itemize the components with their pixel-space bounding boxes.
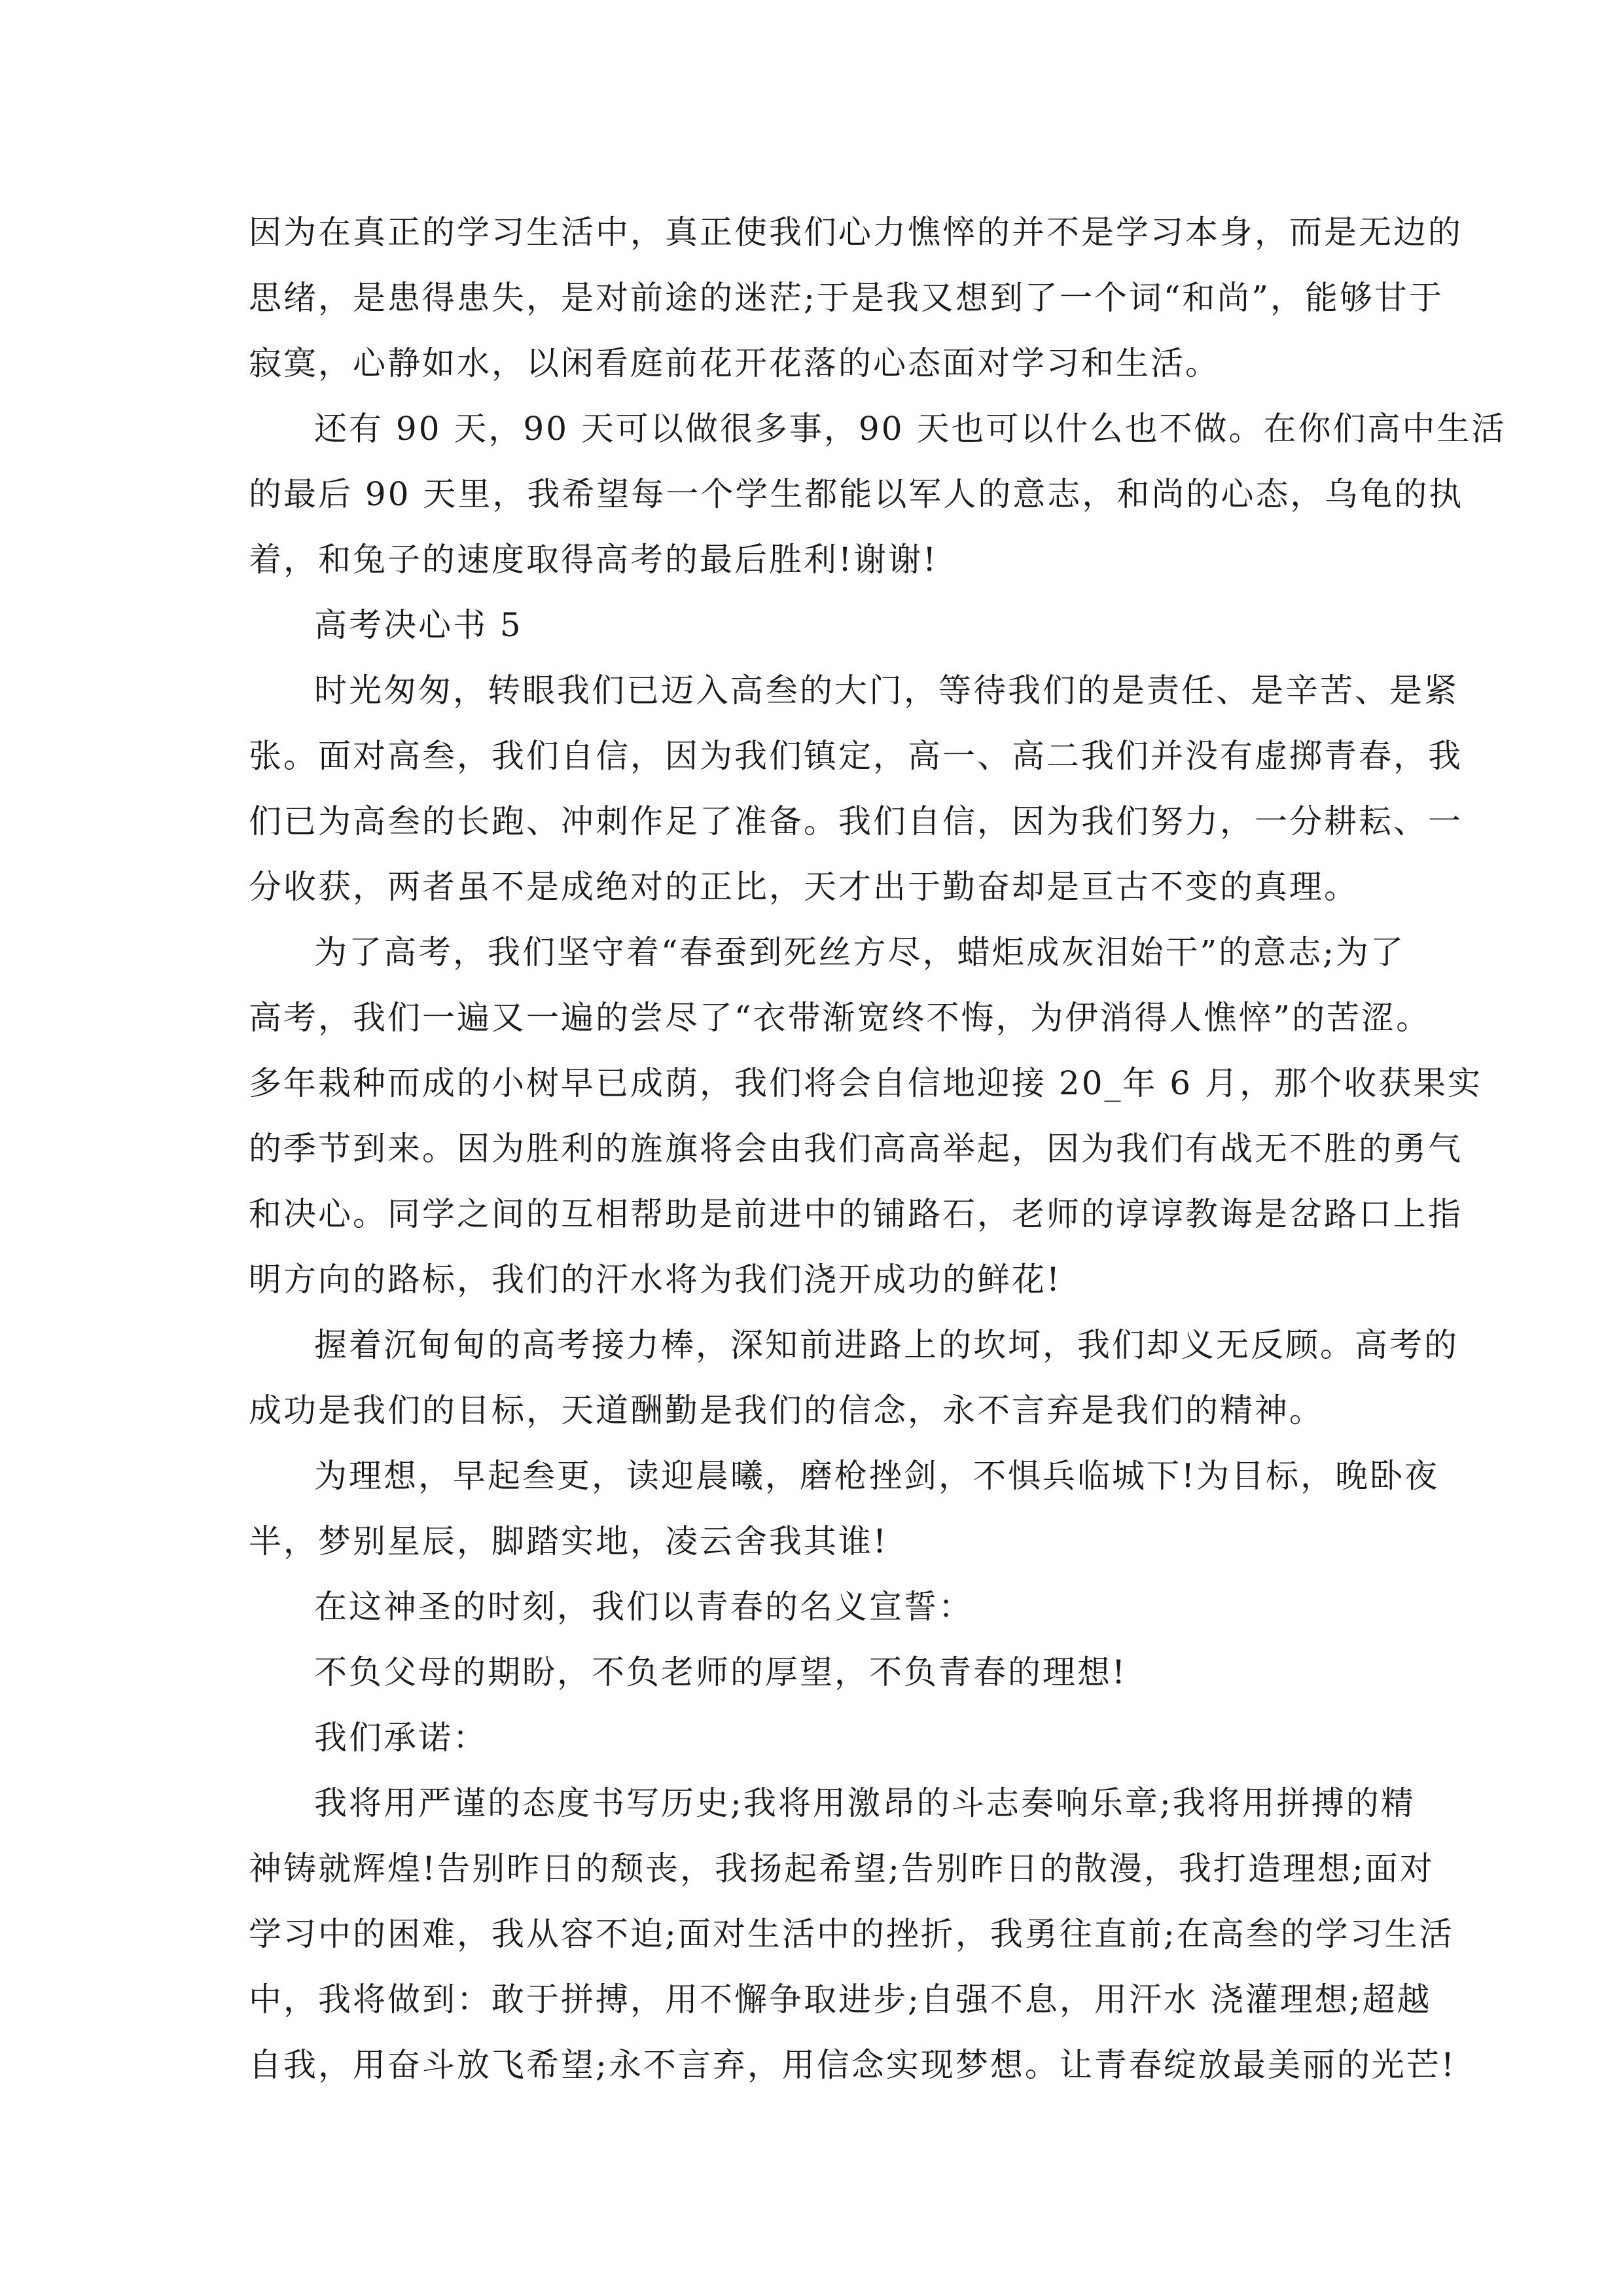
text-line: 我将用严谨的态度书写历史;我将用激昂的斗志奏响乐章;我将用拼搏的精 — [314, 1784, 1416, 1822]
text-line: 成功是我们的目标，天道酬勤是我们的信念，永不言弃是我们的精神。 — [249, 1391, 1324, 1429]
text-line: 中，我将做到：敢于拼搏，用不懈争取进步;自强不息，用汗水 浇灌理想;超越 — [249, 1981, 1432, 2018]
text-line: 因为在真正的学习生活中，真正使我们心力憔悴的并不是学习本身，而是无边的 — [249, 213, 1463, 251]
paragraph — [249, 592, 1387, 658]
text-line: 在这神圣的时刻，我们以青春的名义宣誓： — [314, 1588, 973, 1626]
text-line: 神铸就辉煌!告别昨日的颓丧，我扬起希望;告别昨日的散漫，我打造理想;面对 — [249, 1850, 1435, 1888]
paragraph — [249, 1770, 1456, 2098]
text-line: 分收获，两者虽不是成绝对的正比，天才出于勤奋却是亘古不变的真理。 — [249, 868, 1359, 906]
text-line: 高考，我们一遍又一遍的尝尽了“衣带渐宽终不悔，为伊消得人憔悴”的苦涩。 — [249, 999, 1431, 1037]
text-line: 的最后 90 天里，我希望每一个学生都能以军人的意志，和尚的心态，乌龟的执 — [249, 475, 1464, 513]
text-line: 着，和兔子的速度取得高考的最后胜利!谢谢! — [249, 541, 938, 579]
text-line: 为了高考，我们坚守着“春蚕到死丝方尽，蜡炬成灰泪始干”的意志;为了 — [314, 933, 1405, 971]
text-line: 时光匆匆，转眼我们已迈入高叁的大门，等待我们的是责任、是辛苦、是紧 — [314, 672, 1459, 709]
text-line: 握着沉甸甸的高考接力棒，深知前进路上的坎坷，我们却义无反顾。高考的 — [314, 1326, 1459, 1364]
text-line: 的季节到来。因为胜利的旌旗将会由我们高高举起，因为我们有战无不胜的勇气 — [249, 1130, 1463, 1168]
text-line: 和决心。同学之间的互相帮助是前进中的铺路石，老师的谆谆教诲是岔路口上指 — [249, 1195, 1463, 1233]
paragraph — [249, 1640, 1387, 1705]
paragraph — [249, 396, 1507, 592]
paragraph — [249, 1705, 1387, 1770]
paragraph — [249, 1443, 1440, 1574]
text-line: 还有 90 天，90 天可以做很多事，90 天也可以什么也不做。在你们高中生活 — [314, 410, 1507, 448]
text-line: 们已为高叁的长跑、冲刺作足了准备。我们自信，因为我们努力，一分耕耘、一 — [249, 802, 1463, 840]
text-line: 思绪，是患得患失，是对前途的迷茫;于是我又想到了一个词“和尚”，能够甘于 — [249, 279, 1444, 317]
text-line: 不负父母的期盼，不负老师的厚望，不负青春的理想! — [314, 1653, 1128, 1691]
paragraph — [249, 1574, 1387, 1640]
text-line: 高考决心书 5 — [314, 606, 523, 644]
text-line: 为理想，早起叁更，读迎晨曦，磨枪挫剑，不惧兵临城下!为目标，晚卧夜 — [314, 1457, 1440, 1495]
text-line: 半，梦别星辰，脚踏实地，凌云舍我其谁! — [249, 1522, 889, 1560]
paragraph — [249, 1312, 1459, 1443]
text-line: 张。面对高叁，我们自信，因为我们镇定，高一、高二我们并没有虚掷青春，我 — [249, 737, 1463, 775]
paragraph — [249, 658, 1463, 920]
text-line: 学习中的困难，我从容不迫;面对生活中的挫折，我勇往直前;在高叁的学习生活 — [249, 1915, 1454, 1953]
text-line: 明方向的路标，我们的汗水将为我们浇开成功的鲜花! — [249, 1261, 1062, 1299]
text-line: 寂寞，心静如水，以闲看庭前花开花落的心态面对学习和生活。 — [249, 344, 1220, 382]
text-line: 自我，用奋斗放飞希望;永不言弃，用信念实现梦想。让青春绽放最美丽的光芒! — [249, 2046, 1456, 2084]
text-line: 多年栽种而成的小树早已成荫，我们将会自信地迎接 20_年 6 月，那个收获果实 — [249, 1064, 1483, 1102]
paragraph — [249, 920, 1483, 1312]
text-line: 我们承诺： — [314, 1719, 488, 1757]
paragraph — [249, 200, 1463, 396]
document-body — [249, 200, 1507, 2098]
